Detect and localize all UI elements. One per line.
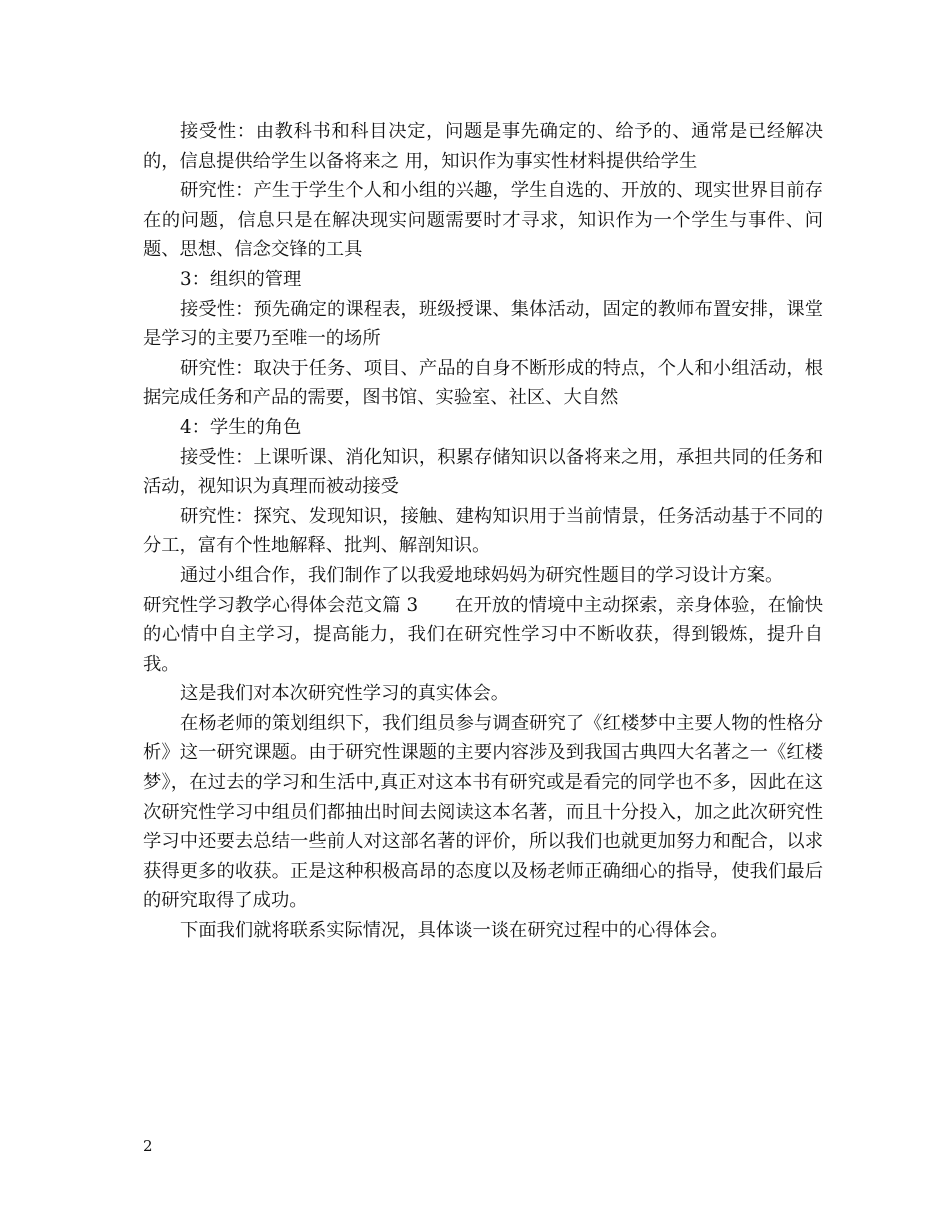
paragraph-12: 在杨老师的策划组织下，我们组员参与调查研究了《红楼梦中主要人物的性格分析》这一研究课题。由于研究性课题的主要内容涉及到我国古典四大名著之一《红楼梦》，在过去的学习和生活中,真正对这本书有研究或是看完的同学也不多，因此在这次研究性学习中组员们都抽出时间去阅读这本名著，而且十分投入，加之此次研究性学习中还要去总结一些前人对这部名著的评价，所以我们也就更加努力和配合，以求获得更多的收获。正是这种积极高昂的态度以及杨老师正确细心的指导，使我们最后的研究取得了成功。 (143, 712, 823, 912)
paragraph-8: 研究性：探究、发现知识，接触、建构知识用于当前情景，任务活动基于不同的分工，富有个性地解释、批判、解剖知识。 (143, 505, 823, 557)
paragraph-13: 下面我们就将联系实际情况，具体谈一谈在研究过程中的心得体会。 (180, 920, 729, 942)
paragraph-5: 研究性：取决于任务、项目、产品的自身不断形成的特点，个人和小组活动，根据完成任务和产品的需要，图书馆、实验室、社区、大自然 (143, 357, 823, 409)
paragraph-4: 接受性：预先确定的课程表，班级授课、集体活动，固定的教师布置安排，课堂是学习的主要乃至唯一的场所 (143, 298, 823, 350)
paragraph-9: 通过小组合作，我们制作了以我爱地球妈妈为研究性题目的学习设计方案。 (180, 564, 784, 586)
section-heading-3: 3：组织的管理 (180, 268, 302, 290)
paragraph-7: 接受性：上课听课、消化知识，积累存储知识以备将来之用，承担共同的任务和活动，视知识为真理而被动接受 (143, 446, 823, 498)
document-body (143, 117, 823, 946)
paragraph-1: 接受性：由教科书和科目决定，问题是事先确定的、给予的、通常是已经解决的，信息提供给学生以备将来之 用，知识作为事实性材料提供给学生 (143, 121, 823, 172)
paragraph-11: 这是我们对本次研究性学习的真实体会。 (180, 683, 510, 705)
paragraph-10: 研究性学习教学心得体会范文篇 3 在开放的情境中主动探索，亲身体验，在愉快的心情中自主学习，提高能力，我们在研究性学习中不断收获，得到锻炼，提升自我。 (143, 594, 823, 675)
paragraph-2: 研究性：产生于学生个人和小组的兴趣，学生自选的、开放的、现实世界目前存在的问题，信息只是在解决现实问题需要时才寻求，知识作为一个学生与事件、问题、思想、信念交锋的工具 (143, 180, 823, 261)
page-number: 2 (143, 1137, 153, 1155)
section-heading-4: 4：学生的角色 (180, 416, 302, 438)
